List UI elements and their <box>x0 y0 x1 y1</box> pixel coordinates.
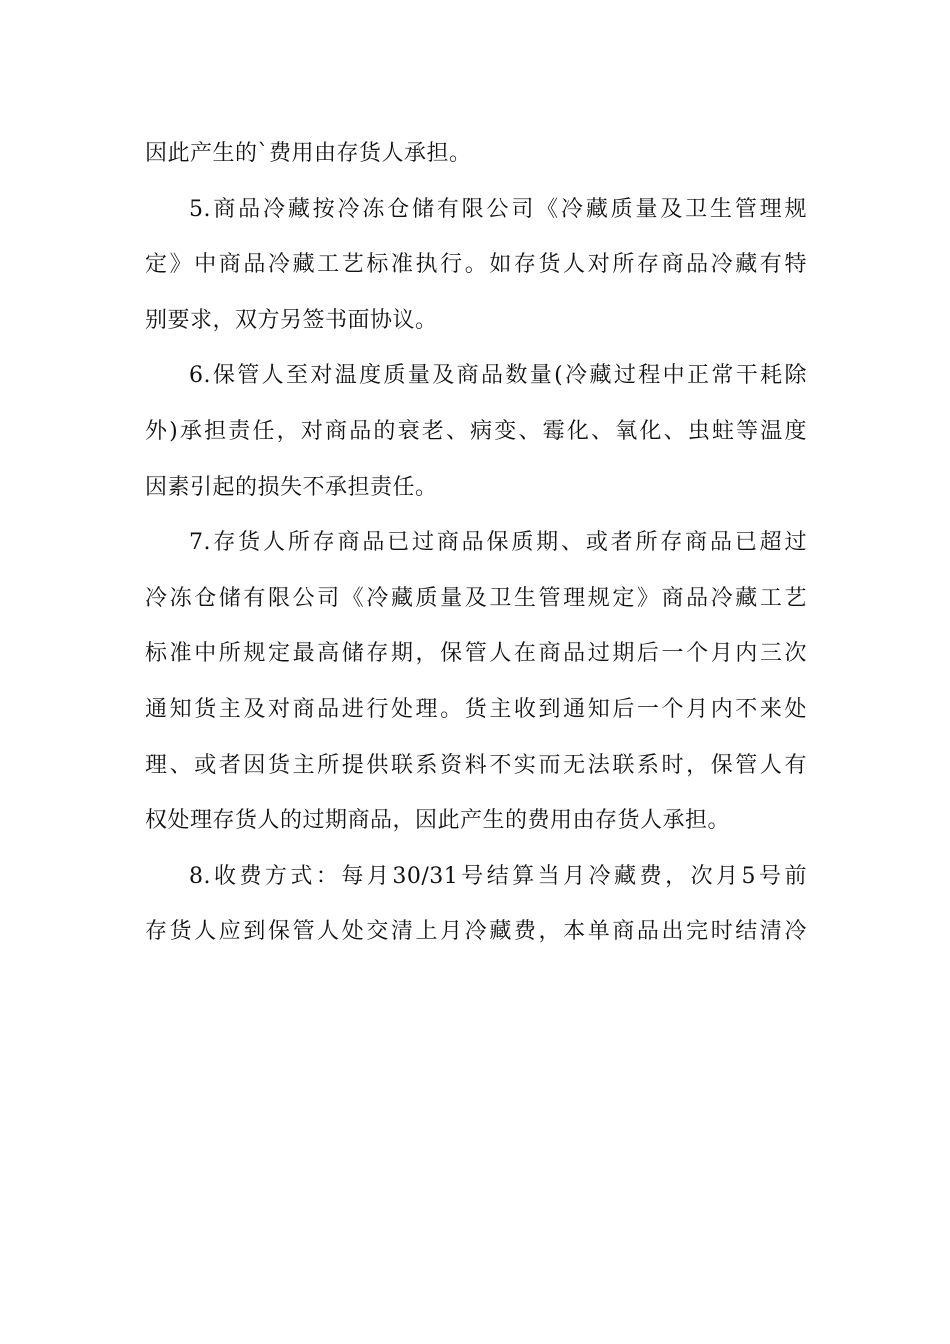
text-line: 因此产生的`费用由存货人承担。 <box>145 141 472 166</box>
clause-8-line: 8.收费方式：每月30/31号结算当月冷藏费，次月5号前 <box>189 863 807 889</box>
text-line: 理、或者因货主所提供联系资料不实而无法联系时，保管人有 <box>145 752 807 778</box>
document-body <box>145 126 807 960</box>
text-line: 通知货主及对商品进行处理。货主收到通知后一个月内不来处 <box>145 696 807 722</box>
text-line: 外)承担责任，对商品的衰老、病变、霉化、氧化、虫蛀等温度 <box>145 418 807 444</box>
text-line: 别要求，双方另签书面协议。 <box>145 307 438 333</box>
text-line: 定》中商品冷藏工艺标准执行。如存货人对所存商品冷藏有特 <box>145 252 807 278</box>
text-line: 标准中所规定最高储存期，保管人在商品过期后一个月内三次 <box>145 641 807 667</box>
clause-5-line: 5.商品冷藏按冷冻仓储有限公司《冷藏质量及卫生管理规 <box>189 196 807 222</box>
text-line: 权处理存货人的过期商品，因此产生的费用由存货人承担。 <box>145 808 731 834</box>
text-line: 冷冻仓储有限公司《冷藏质量及卫生管理规定》商品冷藏工艺 <box>145 585 807 611</box>
text-line: 因素引起的损失不承担责任。 <box>145 474 438 500</box>
text-line: 存货人应到保管人处交清上月冷藏费，本单商品出完时结清冷 <box>145 919 807 945</box>
clause-6-line: 6.保管人至对温度质量及商品数量(冷藏过程中正常干耗除 <box>189 363 807 389</box>
clause-7-line: 7.存货人所存商品已过商品保质期、或者所存商品已超过 <box>189 530 807 556</box>
